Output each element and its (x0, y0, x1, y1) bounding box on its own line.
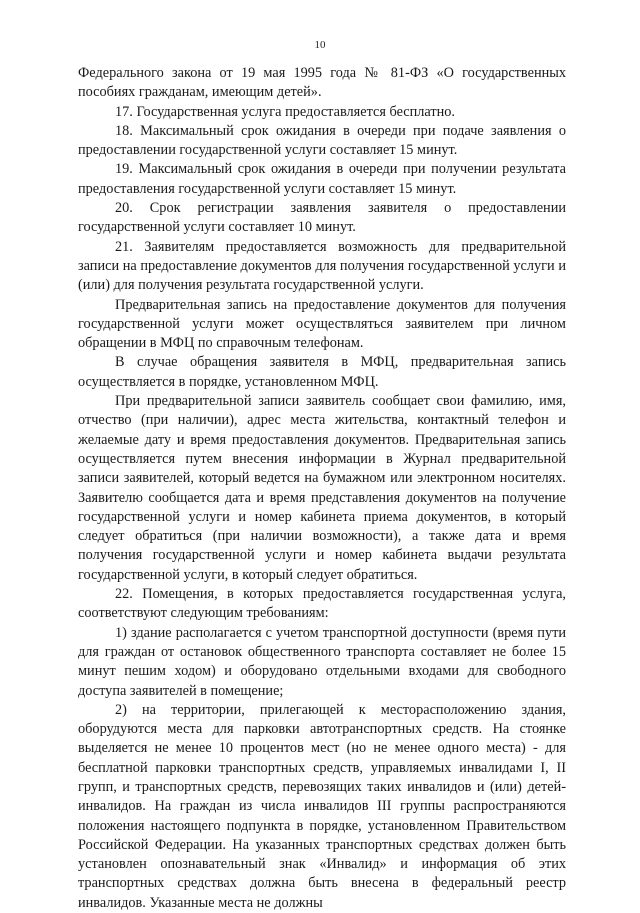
paragraph-item-20: 20. Срок регистрации заявления заявителя о предоставлении государственной услуги составляет 10 минут. (78, 200, 566, 236)
document-body (78, 64, 566, 913)
paragraph-item-19: 19. Максимальный срок ожидания в очереди при получении результата предоставления государственной услуги составляет 15 минут. (78, 161, 566, 197)
paragraph-booking-details: При предварительной записи заявитель сообщает свои фамилию, имя, отчество (при наличии), адрес места жительства, контактный телефон и желаемые дату и время предоставления документов. Предварительная запись осуществляется путем внесения информации в Журнал предварительной записи заявителей, который ведется на бумажном или электронном носителях. Заявителю сообщается дата и время представления документов на получение государственной услуги и номер кабинета приема документов, в который следует обратиться (при наличии возможности), а также дата и время получения государственной услуги и номер кабинета выдачи результата государственной услуги, в который следует обратиться. (78, 393, 566, 583)
paragraph-continuation: Федерального закона от 19 мая 1995 года № 81-ФЗ «О государственных пособиях гражданам, имеющим детей». (78, 65, 566, 101)
paragraph-item-18: 18. Максимальный срок ожидания в очереди при подаче заявления о предоставлении государственной услуги составляет 15 минут. (78, 122, 566, 159)
paragraph-item-22: 22. Помещения, в которых предоставляется государственная услуга, соответствуют следующим требованиям: (78, 586, 566, 622)
paragraph-preliminary-booking: Предварительная запись на предоставление документов для получения государственной услуги может осуществляться заявителем при личном обращении в МФЦ по справочным телефонам. (78, 296, 566, 352)
paragraph-item-17: 17. Государственная услуга предоставляется бесплатно. (115, 103, 455, 120)
page-number: 10 (314, 39, 326, 51)
paragraph-requirement-1: 1) здание располагается с учетом транспортной доступности (время пути для граждан от остановок общественного транспорта составляет не более 15 минут пешим ходом) и оборудовано отдельными входами для свободного доступа заявителей в помещение; (78, 624, 566, 699)
paragraph-item-21: 21. Заявителям предоставляется возможность для предварительной записи на предоставление документов для получения государственной услуги и (или) для получения результата государственной услуги. (78, 238, 566, 294)
paragraph-requirement-2: 2) на территории, прилегающей к месторасположению здания, оборудуются места для парковки автотранспортных средств. На стоянке выделяется не менее 10 процентов мест (но не менее одного места) - для бесплатной парковки транспортных средств, управляемых инвалидами I, II групп, и транспортных средств, перевозящих таких инвалидов и (или) детей-инвалидов. На граждан из числа инвалидов III группы распространяются положения настоящего подпункта в порядке, установленном Правительством Российской Федерации. На указанных транспортных средствах должен быть установлен опознавательный знак «Инвалид» и информация об этих транспортных средствах должна быть внесена в федеральный реестр инвалидов. Указанные места не должны (78, 701, 566, 911)
paragraph-mfc-booking: В случае обращения заявителя в МФЦ, предварительная запись осуществляется в порядке, установленном МФЦ. (78, 354, 566, 390)
